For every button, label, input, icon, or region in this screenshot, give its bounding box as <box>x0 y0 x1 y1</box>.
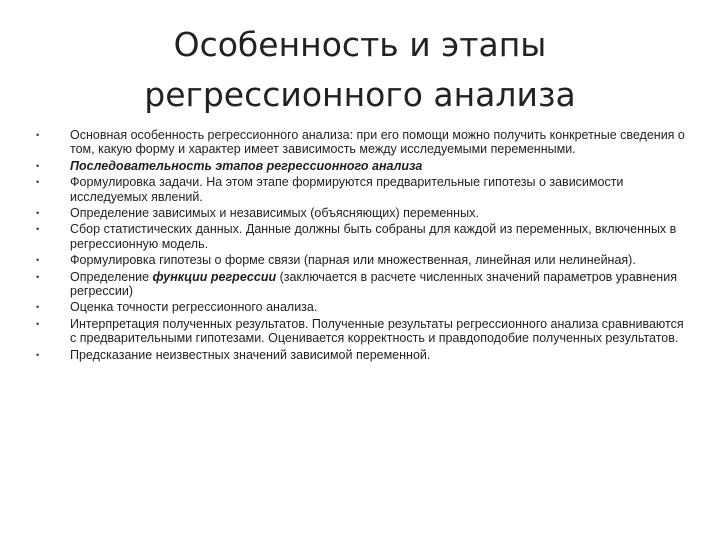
bullet-marker: • <box>36 224 40 235</box>
bullet-text: Формулировка гипотезы о форме связи (парная или множественная, линейная или нелинейная). <box>70 253 636 268</box>
bullet-marker: • <box>36 318 40 329</box>
bullet-list <box>36 128 686 364</box>
bullet-item-prediction <box>36 348 686 362</box>
bullet-item-regression-function <box>36 270 686 299</box>
bullet-item-task-formulation <box>36 175 686 204</box>
bullet-text-suffix: (заключается в расчете численных значений параметров уравнения регрессии) <box>70 269 677 299</box>
bullet-item-interpretation <box>36 317 686 346</box>
bullet-text-emphasis: функции регрессии <box>152 269 277 284</box>
bullet-item-accuracy <box>36 300 686 314</box>
bullet-heading-text: Последовательность этапов регрессионного анализа <box>70 158 423 173</box>
bullet-text: Интерпретация полученных результатов. Полученные результаты регрессионного анализа сравниваются с предварительными гипотезами. Оценивается корректность и правдоподобие полученных результатов. <box>70 316 684 346</box>
bullet-item-stages-heading <box>36 159 686 173</box>
bullet-marker: • <box>36 208 40 219</box>
bullet-marker: • <box>36 255 40 266</box>
bullet-text: Предсказание неизвестных значений зависимой переменной. <box>70 347 431 362</box>
bullet-text: Определение зависимых и независимых (объясняющих) переменных. <box>70 206 479 221</box>
bullet-marker: • <box>36 302 40 313</box>
bullet-text: Формулировка задачи. На этом этапе формируются предварительные гипотезы о зависимости исследуемых явлений. <box>70 175 624 204</box>
bullet-marker: • <box>36 130 40 140</box>
slide-title <box>40 20 680 120</box>
bullet-item-main-feature <box>36 128 686 157</box>
bullet-marker: • <box>36 177 40 188</box>
slide-title-line-2: регрессионного анализа <box>144 75 576 114</box>
bullet-text: Основная особенность регрессионного анализа: при его помощи можно получить конкретные сведения о том, какую форму и характер имеет зависимость между исследуемыми переменными. <box>70 128 685 157</box>
bullet-item-variables <box>36 206 686 220</box>
slide-title-line-1: Особенность и этапы <box>173 25 547 64</box>
bullet-marker: • <box>36 349 40 360</box>
bullet-item-data-collection <box>36 222 686 251</box>
bullet-text: Сбор статистических данных. Данные должны быть собраны для каждой из переменных, включенных в регрессионную модель. <box>70 222 677 251</box>
bullet-text-prefix: Определение <box>70 269 153 284</box>
bullet-marker: • <box>36 271 40 282</box>
bullet-text: Оценка точности регрессионного анализа. <box>70 300 318 315</box>
bullet-item-hypothesis <box>36 253 686 267</box>
bullet-marker: • <box>36 160 40 171</box>
